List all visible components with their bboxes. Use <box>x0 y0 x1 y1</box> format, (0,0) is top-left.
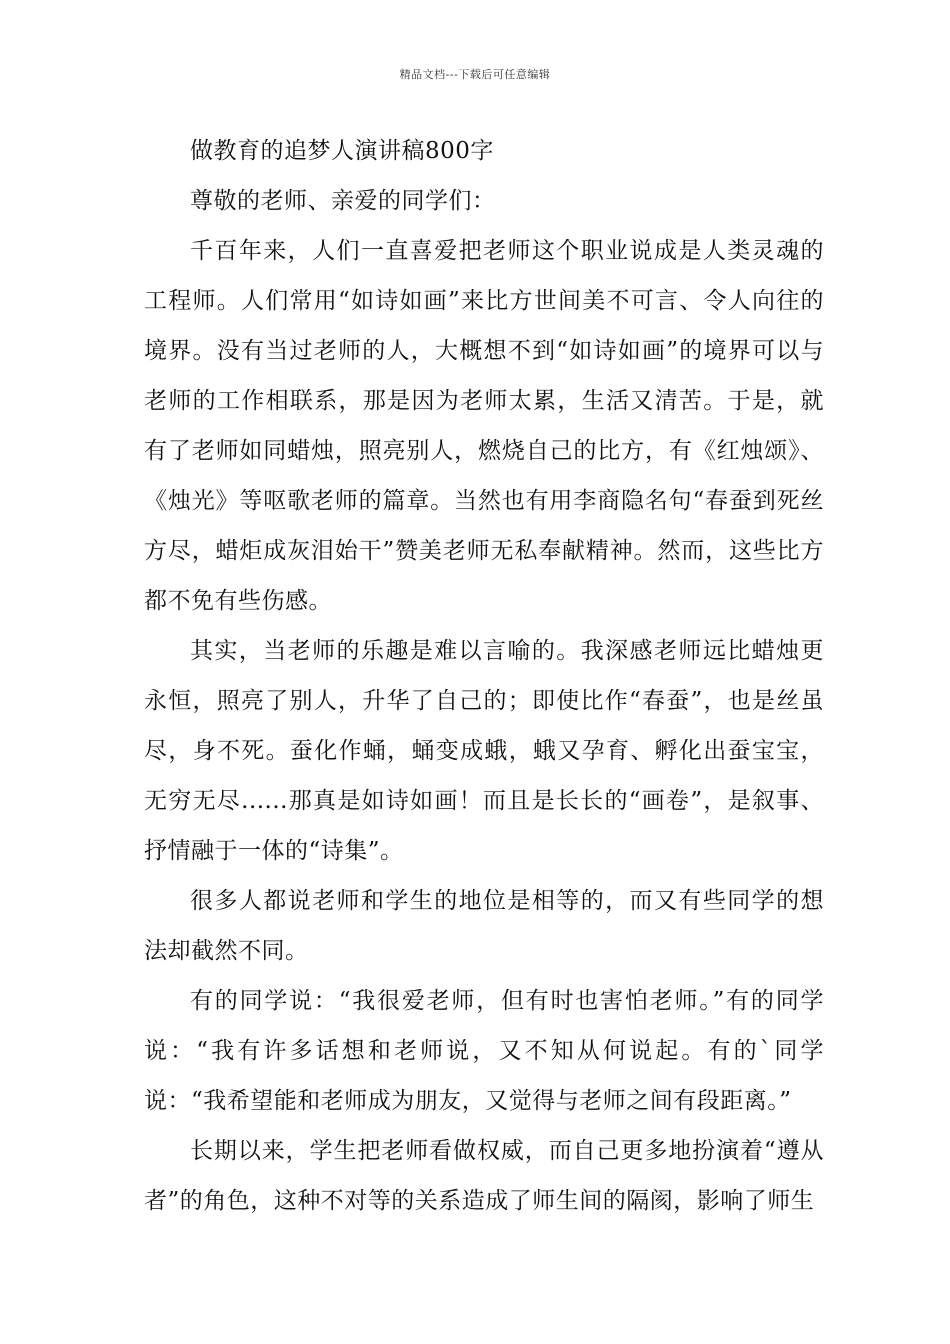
paragraph: 其实，当老师的乐趣是难以言喻的。我深感老师远比蜡烛更永恒，照亮了别人，升华了自己的；即使比作“春蚕”，也是丝虽尽，身不死。蚕化作蛹，蛹变成蛾，蛾又孕育、孵化出蚕宝宝，无穷无尽......那真是如诗如画！而且是长长的“画卷”，是叙事、抒情融于一体的“诗集”。 <box>144 638 824 864</box>
paragraph: 有的同学说：“我很爱老师，但有时也害怕老师。”有的同学说：“我有许多话想和老师说，又不知从何说起。有的`同学说：“我希望能和老师成为朋友，又觉得与老师之间有段距离。” <box>144 988 824 1114</box>
document-title: 做教育的追梦人演讲稿800字 <box>190 138 494 164</box>
paragraph: 长期以来，学生把老师看做权威，而自己更多地扮演着“遵从者”的角色，这种不对等的关系造成了师生间的隔阂，影响了师生 <box>144 1138 824 1214</box>
salutation: 尊敬的老师、亲爱的同学们： <box>190 188 496 214</box>
document-body <box>144 126 824 1226</box>
page-header: 精品文档---下载后可任意编辑 <box>399 68 551 81</box>
paragraph: 千百年来，人们一直喜爱把老师这个职业说成是人类灵魂的工程师。人们常用“如诗如画”来比方世间美不可言、令人向往的境界。没有当过老师的人，大概想不到“如诗如画”的境界可以与老师的工作相联系，那是因为老师太累，生活又清苦。于是，就有了老师如同蜡烛，照亮别人，燃烧自己的比方，有《红烛颂》、《烛光》等呕歌老师的篇章。当然也有用李商隐名句“春蚕到死丝方尽，蜡炬成灰泪始干”赞美老师无私奉献精神。然而，这些比方都不免有些伤感。 <box>144 238 824 614</box>
paragraph: 很多人都说老师和学生的地位是相等的，而又有些同学的想法却截然不同。 <box>144 888 824 964</box>
